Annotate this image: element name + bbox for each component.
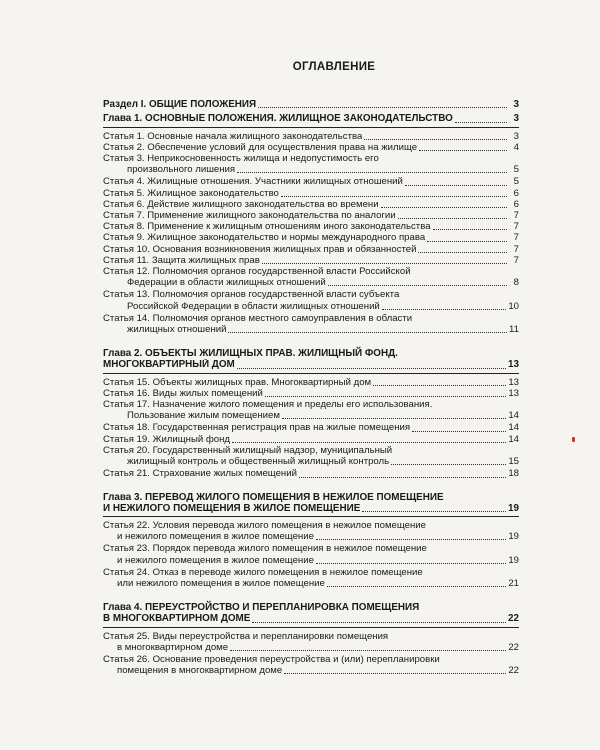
- leader-dots: [237, 172, 507, 173]
- toc-page-number: 22: [508, 665, 519, 677]
- toc-entry-text: Статья 12. Полномочия органов государственной власти Российской: [103, 266, 411, 278]
- toc-article-25[interactable]: [103, 631, 519, 653]
- leader-dots: [316, 563, 506, 564]
- toc-entry-text: Статья 3. Неприкосновенность жилища и недопустимость его: [103, 153, 379, 165]
- toc-article-24[interactable]: [103, 567, 519, 589]
- toc-page-number: 14: [508, 422, 519, 434]
- leader-dots: [327, 586, 506, 587]
- toc-entry-text-cont: помещения в многоквартирном доме: [117, 665, 283, 677]
- toc-article-21[interactable]: [103, 468, 519, 479]
- toc-article-1[interactable]: [103, 131, 519, 142]
- toc-entry-text: Статья 24. Отказ в переводе жилого помещения в нежилое помещение: [103, 566, 423, 578]
- toc-entry-text: Статья 2. Обеспечение условий для осуществления права на жилище: [103, 141, 418, 153]
- toc-section-1[interactable]: [103, 99, 519, 110]
- toc-entry-text: Статья 15. Объекты жилищных прав. Многоквартирный дом: [103, 376, 372, 388]
- toc-page-number: 19: [508, 554, 519, 566]
- toc-page-number: 14: [508, 410, 519, 422]
- toc-page-number: 19: [508, 531, 519, 543]
- toc-entry-text: Статья 19. Жилищный фонд: [103, 433, 231, 445]
- leader-dots: [364, 139, 507, 140]
- toc-entry-text: Статья 26. Основание проведения переустройства и (или) перепланировки: [103, 653, 440, 665]
- leader-dots: [237, 368, 506, 369]
- toc-article-22[interactable]: [103, 520, 519, 542]
- toc-page-number: 4: [513, 141, 519, 153]
- leader-dots: [427, 241, 507, 242]
- toc-page: [103, 62, 519, 677]
- toc-article-23[interactable]: [103, 543, 519, 565]
- leader-dots: [299, 477, 506, 478]
- toc-entry-text: Глава 3. ПЕРЕВОД ЖИЛОГО ПОМЕЩЕНИЯ В НЕЖИЛОЕ ПОМЕЩЕНИЕ: [103, 491, 444, 503]
- toc-chapter-2[interactable]: [103, 348, 519, 370]
- leader-dots: [381, 207, 507, 208]
- leader-dots: [265, 396, 506, 397]
- toc-entry-text: Статья 22. Условия перевода жилого помещения в нежилое помещение: [103, 519, 427, 531]
- leader-dots: [398, 218, 507, 219]
- toc-entry-text-cont: в многоквартирном доме: [117, 641, 229, 653]
- leader-dots: [252, 622, 506, 623]
- toc-article-9[interactable]: [103, 232, 519, 243]
- toc-entry-text: Раздел I. ОБЩИЕ ПОЛОЖЕНИЯ: [103, 99, 257, 111]
- toc-entry-text: Статья 20. Государственный жилищный надзор, муниципальный: [103, 444, 393, 456]
- leader-dots: [391, 464, 506, 465]
- toc-page-number: 13: [508, 387, 519, 399]
- toc-entry-text: Статья 1. Основные начала жилищного законодательства: [103, 130, 363, 142]
- leader-dots: [230, 650, 506, 651]
- divider: [103, 627, 519, 628]
- toc-entry-text: Статья 17. Назначение жилого помещения и пределы его использования.: [103, 399, 433, 411]
- toc-article-5[interactable]: [103, 188, 519, 199]
- toc-article-18[interactable]: [103, 422, 519, 433]
- toc-article-8[interactable]: [103, 221, 519, 232]
- toc-entry-text: Глава 4. ПЕРЕУСТРОЙСТВО И ПЕРЕПЛАНИРОВКА ПОМЕЩЕНИЯ: [103, 602, 420, 614]
- leader-dots: [228, 332, 507, 333]
- toc-article-20[interactable]: [103, 445, 519, 467]
- toc-article-26[interactable]: [103, 654, 519, 676]
- leader-dots: [281, 196, 507, 197]
- toc-article-7[interactable]: [103, 210, 519, 221]
- toc-article-10[interactable]: [103, 244, 519, 255]
- leader-dots: [258, 107, 507, 108]
- toc-page-number: 15: [508, 456, 519, 468]
- leader-dots: [262, 263, 507, 264]
- toc-page-number: 19: [508, 502, 519, 514]
- leader-dots: [232, 442, 506, 443]
- toc-page-number: 3: [513, 130, 519, 142]
- toc-article-17[interactable]: [103, 399, 519, 421]
- leader-dots: [418, 252, 507, 253]
- toc-entry-text-cont: В МНОГОКВАРТИРНОМ ДОМЕ: [103, 613, 251, 625]
- toc-page-number: 10: [508, 300, 519, 312]
- toc-page-number: 5: [513, 164, 519, 176]
- toc-entry-text: Статья 21. Страхование жилых помещений: [103, 468, 297, 480]
- leader-dots: [284, 673, 506, 674]
- toc-entry-text: Статья 13. Полномочия органов государственной власти субъекта: [103, 289, 400, 301]
- toc-page-number: 3: [513, 99, 519, 111]
- toc-chapter-3[interactable]: [103, 492, 519, 514]
- toc-page-number: 3: [513, 113, 519, 125]
- leader-dots: [282, 418, 506, 419]
- toc-article-14[interactable]: [103, 313, 519, 335]
- toc-entry-text-cont: произвольного лишения: [127, 164, 236, 176]
- toc-entry-text: Статья 25. Виды переустройства и перепланировки помещения: [103, 630, 389, 642]
- toc-entry-text-cont: и нежилого помещения в жилое помещение: [117, 554, 314, 566]
- toc-page-number: 14: [508, 433, 519, 445]
- toc-article-16[interactable]: [103, 388, 519, 399]
- toc-article-4[interactable]: [103, 176, 519, 187]
- toc-article-12[interactable]: [103, 266, 519, 288]
- toc-page-number: 7: [513, 210, 519, 222]
- toc-entry-text: Глава 2. ОБЪЕКТЫ ЖИЛИЩНЫХ ПРАВ. ЖИЛИЩНЫЙ ФОНД.: [103, 348, 398, 360]
- toc-entry-text: Статья 11. Защита жилищных прав: [103, 254, 260, 266]
- red-ink-mark: [572, 437, 575, 442]
- toc-article-11[interactable]: [103, 255, 519, 266]
- toc-page-number: 5: [513, 176, 519, 188]
- toc-entry-text: Статья 5. Жилищное законодательство: [103, 187, 279, 199]
- toc-article-19[interactable]: [103, 434, 519, 445]
- toc-article-6[interactable]: [103, 199, 519, 210]
- divider: [103, 516, 519, 517]
- toc-entry-text: Статья 9. Жилищное законодательство и нормы международного права: [103, 232, 426, 244]
- toc-entry-text: Статья 8. Применение к жилищным отношениям иного законодательства: [103, 221, 431, 233]
- toc-entry-text: Статья 7. Применение жилищного законодательства по аналогии: [103, 210, 396, 222]
- toc-article-15[interactable]: [103, 377, 519, 388]
- leader-dots: [405, 185, 507, 186]
- toc-page-number: 22: [508, 613, 519, 625]
- toc-chapter-4[interactable]: [103, 602, 519, 624]
- toc-entry-text-cont: и нежилого помещения в жилое помещение: [117, 531, 314, 543]
- toc-entry-text: Глава 1. ОСНОВНЫЕ ПОЛОЖЕНИЯ. ЖИЛИЩНОЕ ЗАКОНОДАТЕЛЬСТВО: [103, 113, 453, 125]
- toc-page-number: 22: [508, 641, 519, 653]
- toc-page-number: 13: [508, 359, 519, 371]
- leader-dots: [373, 385, 506, 386]
- toc-entry-text: Статья 10. Основания возникновения жилищных прав и обязанностей: [103, 243, 417, 255]
- toc-page-number: 8: [513, 277, 519, 289]
- toc-entry-text-cont: или нежилого помещения в жилое помещение: [117, 577, 325, 589]
- leader-dots: [382, 309, 507, 310]
- toc-entry-text: Статья 6. Действие жилищного законодательства во времени: [103, 198, 379, 210]
- toc-entry-text: Статья 16. Виды жилых помещений: [103, 387, 263, 399]
- toc-entry-text-cont: И НЕЖИЛОГО ПОМЕЩЕНИЯ В ЖИЛОЕ ПОМЕЩЕНИЕ: [103, 502, 361, 514]
- leader-dots: [412, 431, 506, 432]
- toc-entry-text: Статья 14. Полномочия органов местного самоуправления в области: [103, 312, 413, 324]
- toc-page-number: 7: [513, 254, 519, 266]
- leader-dots: [433, 229, 507, 230]
- toc-entry-text-cont: жилищных отношений: [127, 324, 227, 336]
- toc-entry-text: Статья 23. Порядок перевода жилого помещения в нежилое помещение: [103, 543, 427, 555]
- toc-page-number: 13: [508, 376, 519, 388]
- toc-entry-text: Статья 18. Государственная регистрация прав на жилые помещения: [103, 422, 411, 434]
- toc-chapter-1[interactable]: [103, 113, 519, 124]
- page-title: ОГЛАВЛЕНИЕ: [292, 61, 376, 73]
- toc-page-number: 21: [508, 577, 519, 589]
- divider: [103, 127, 519, 128]
- toc-entry-text-cont: Пользование жилым помещением: [127, 410, 280, 422]
- toc-entry-text: Статья 4. Жилищные отношения. Участники жилищных отношений: [103, 176, 403, 188]
- toc-article-13[interactable]: [103, 289, 519, 311]
- toc-entry-text-cont: жилищный контроль и общественный жилищный контроль: [127, 456, 390, 468]
- toc-article-3[interactable]: [103, 153, 519, 175]
- toc-page-number: 11: [509, 324, 519, 336]
- toc-page-number: 7: [513, 232, 519, 244]
- toc-entry-text-cont: Федерации в области жилищных отношений: [127, 277, 326, 289]
- toc-page-number: 18: [508, 468, 519, 480]
- divider: [103, 373, 519, 374]
- toc-article-2[interactable]: [103, 142, 519, 153]
- leader-dots: [328, 285, 507, 286]
- toc-page-number: 7: [513, 221, 519, 233]
- toc-page-number: 7: [513, 243, 519, 255]
- toc-entry-text-cont: Российской Федерации в области жилищных отношений: [127, 300, 380, 312]
- leader-dots: [316, 539, 506, 540]
- leader-dots: [362, 511, 506, 512]
- toc-page-number: 6: [513, 198, 519, 210]
- leader-dots: [455, 122, 507, 123]
- leader-dots: [419, 150, 507, 151]
- toc-page-number: 6: [513, 187, 519, 199]
- toc-entry-text-cont: МНОГОКВАРТИРНЫЙ ДОМ: [103, 359, 235, 371]
